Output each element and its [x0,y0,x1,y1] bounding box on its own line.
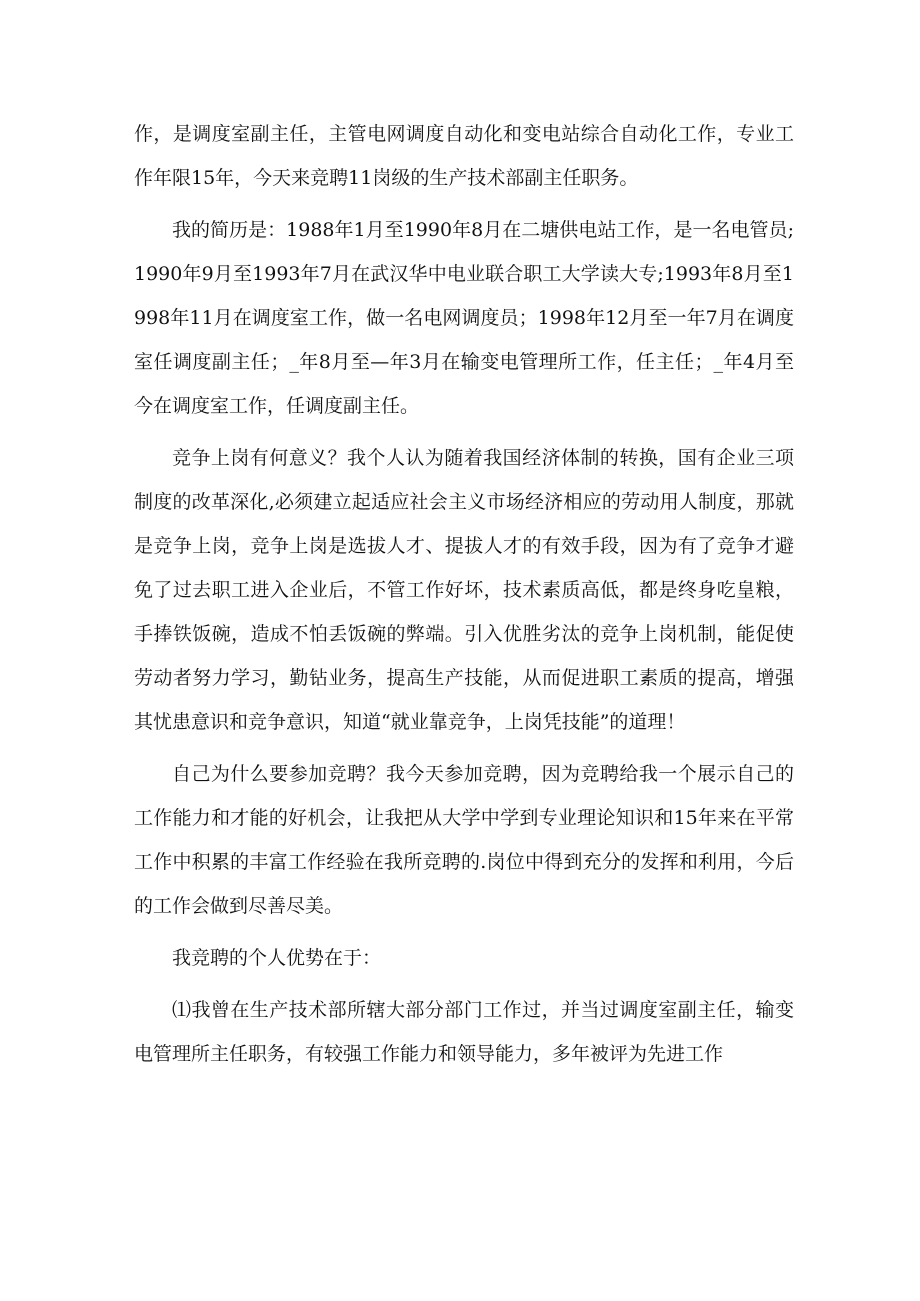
document-body [134,112,794,1084]
paragraph-motivation: 自己为什么要参加竞聘？我今天参加竞聘，因为竞聘给我一个展示自己的工作能力和才能的好机会，让我把从大学中学到专业理论知识和15年来在平常工作中积累的丰富工作经验在我所竞聘的.岗位中得到充分的发挥和利用，今后的工作会做到尽善尽美。 [134,763,794,917]
paragraph-resume: 我的简历是：1988年1月至1990年8月在二塘供电站工作，是一名电管员;1990年9月至1993年7月在武汉华中电业联合职工大学读大专;1993年8月至1998年11月在调度室工作，做一名电网调度员；1998年12月至一年7月在调度室任调度副主任；_年8月至—年3月在输变电管理所工作，任主任；_年4月至今在调度室工作，任调度副主任。 [134,219,794,417]
paragraph-advantages-heading: 我竞聘的个人优势在于： [172,947,382,969]
paragraph-significance: 竞争上岗有何意义？我个人认为随着我国经济体制的转换，国有企业三项制度的改革深化,必须建立起适应社会主义市场经济相应的劳动用人制度，那就是竞争上岗，竞争上岗是选拔人才、提拔人才的有效手段，因为有了竞争才避免了过去职工进入企业后，不管工作好坏，技术素质高低，都是终身吃皇粮，手捧铁饭碗，造成不怕丢饭碗的弊端。引入优胜劣汰的竞争上岗机制，能促使劳动者努力学习，勤钻业务，提高生产技能，从而促进职工素质的提高，增强其忧患意识和竞争意识，知道“就业靠竞争，上岗凭技能”的道理！ [134,447,794,733]
paragraph-continuation: 作，是调度室副主任，主管电网调度自动化和变电站综合自动化工作，专业工作年限15年，今天来竞聘11岗级的生产技术部副主任职务。 [134,123,794,189]
paragraph-advantage-1: ⑴我曾在生产技术部所辖大部分部门工作过，并当过调度室副主任，输变电管理所主任职务，有较强工作能力和领导能力，多年被评为先进工作 [134,999,794,1065]
